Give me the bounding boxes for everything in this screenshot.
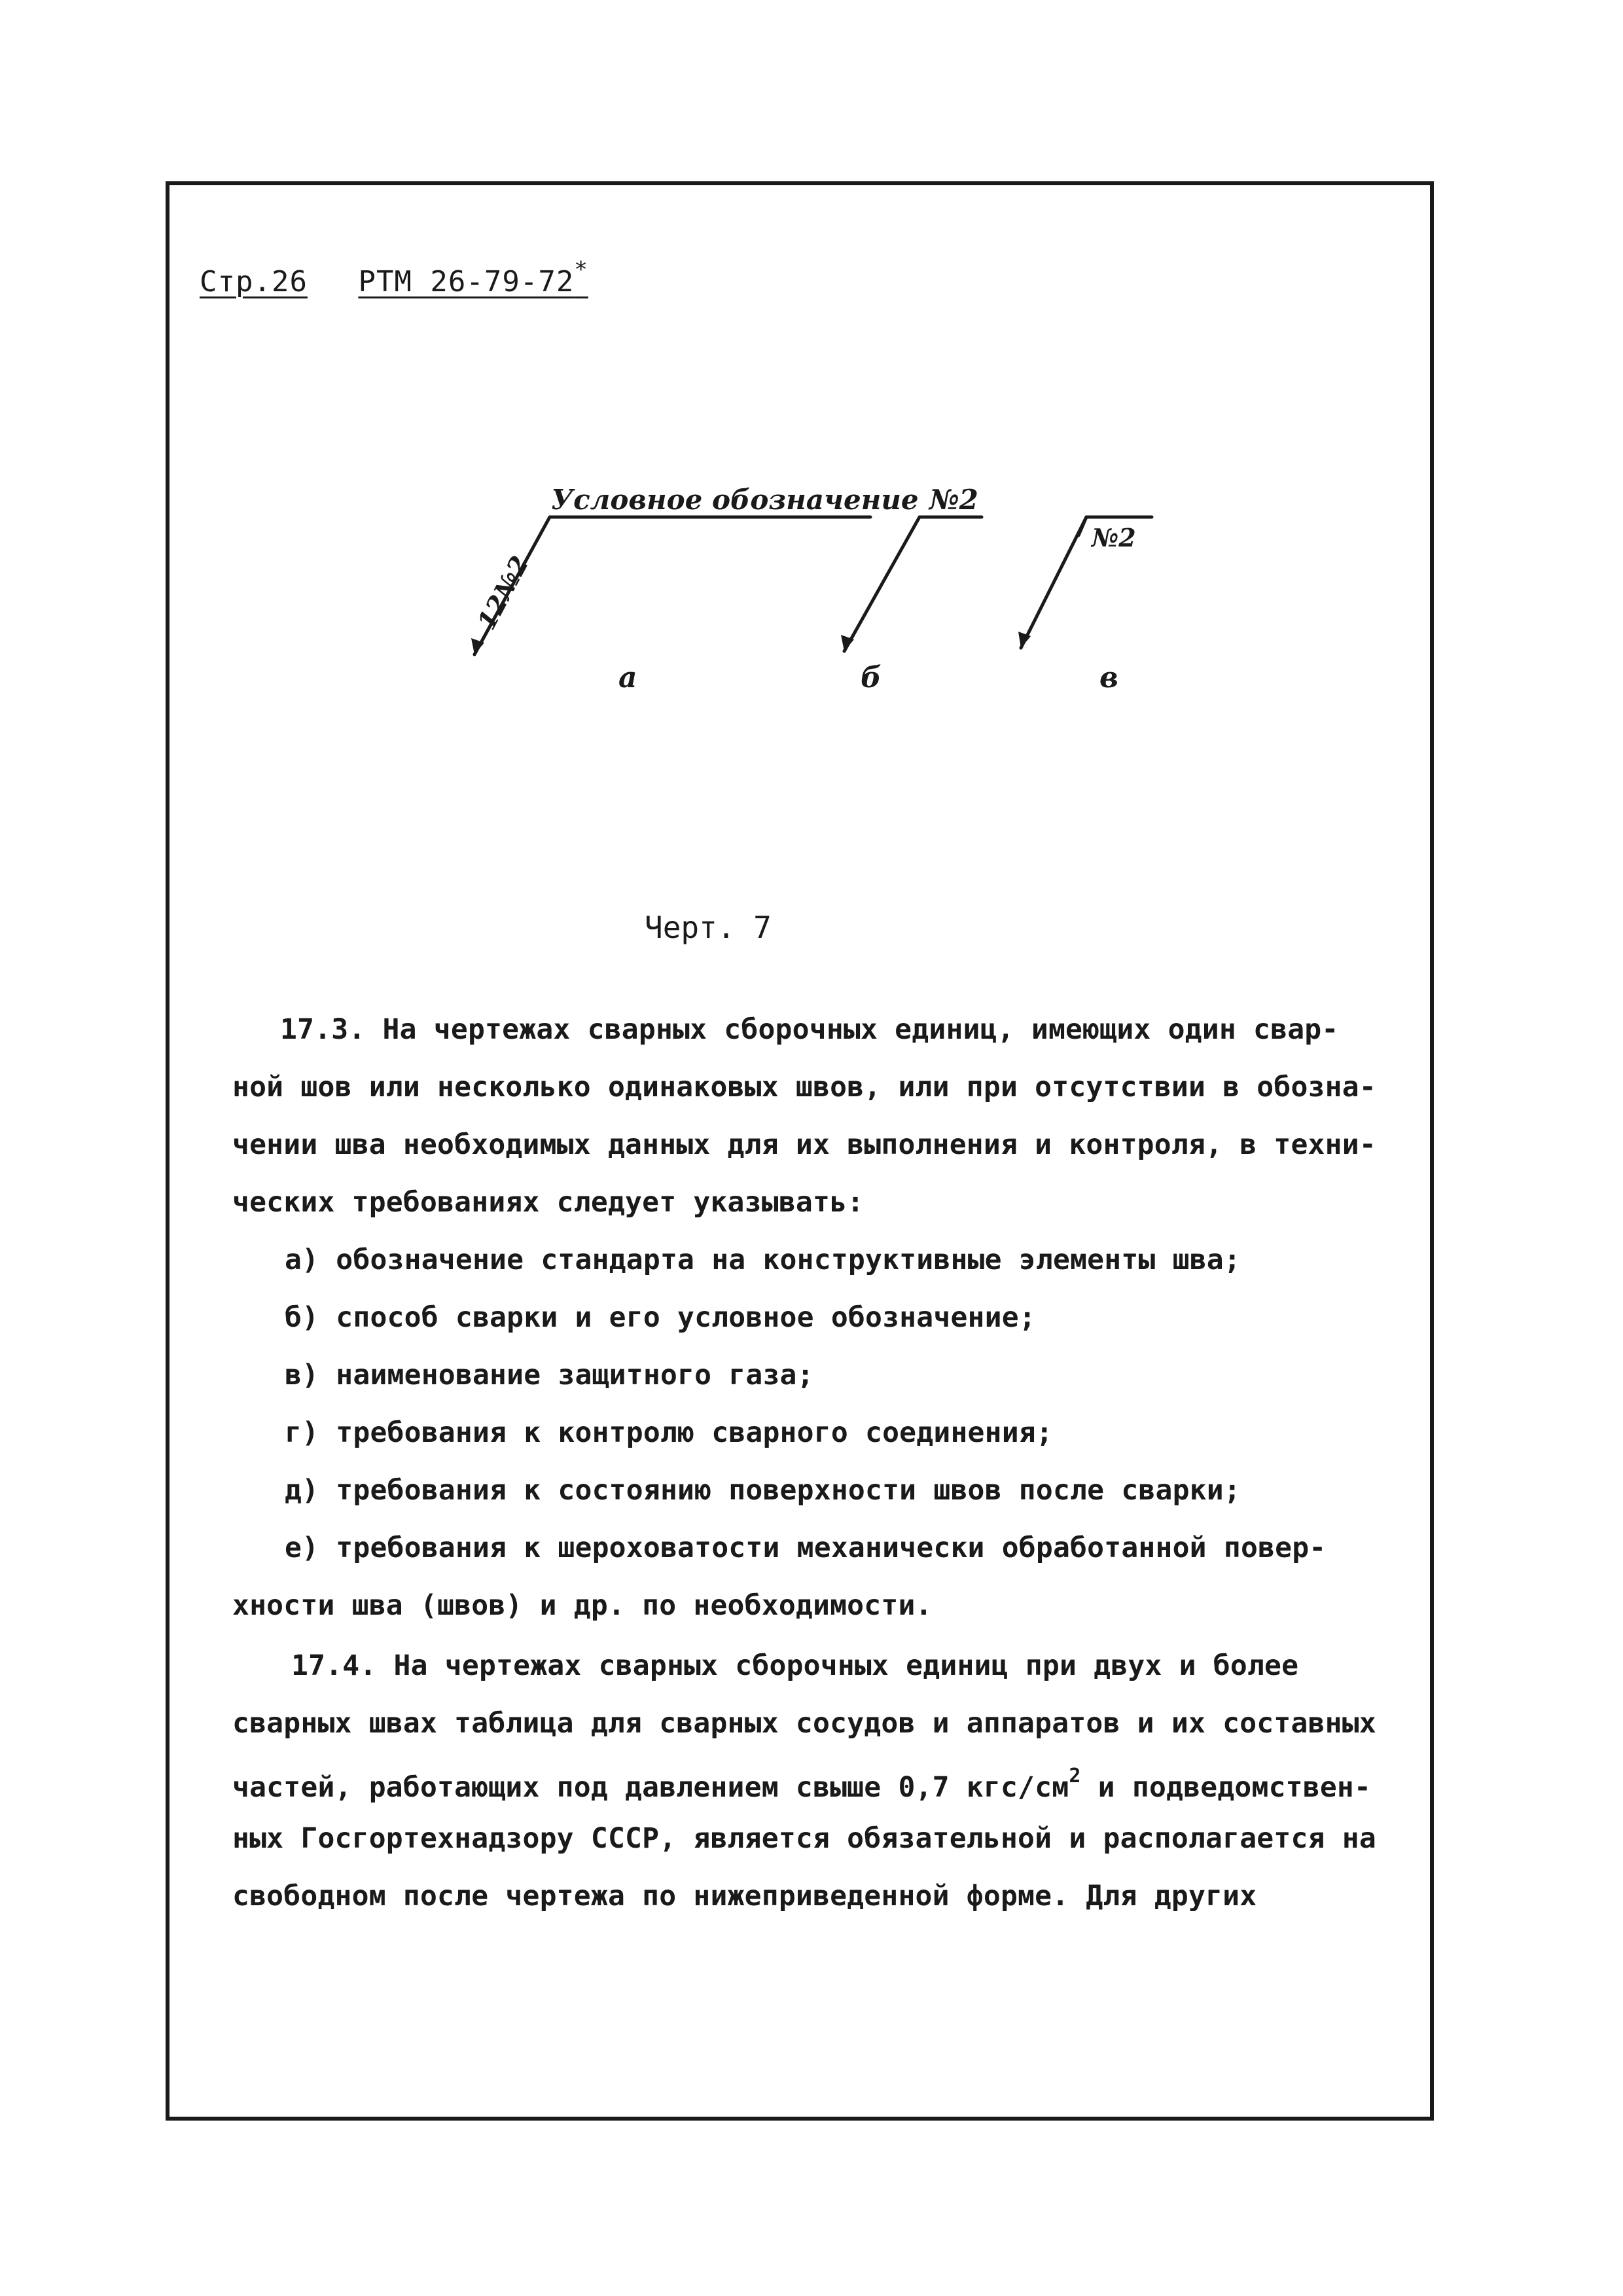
paragraph-17-4-line-5: свободном после чертежа по нижеприведенной форме. Для других (232, 1880, 1257, 1912)
variant-letter-b: б (861, 661, 882, 694)
pressure-text-tail: и подведомствен- (1080, 1771, 1372, 1804)
leader-line-v (1021, 517, 1086, 648)
paragraph-17-4-line-4: ных Госгортехнадзору СССР, является обязательной и располагается на (232, 1822, 1376, 1855)
number-label-b: №2 (929, 484, 978, 516)
number-label-v: №2 (1092, 523, 1136, 552)
page-number: Стр.26 (200, 265, 308, 298)
paragraph-17-4-line-3 (232, 1765, 1410, 1804)
pressure-text: частей, работающих под давлением свыше 0,7 кгс/см (232, 1771, 1069, 1804)
superscript-2: 2 (1069, 1765, 1081, 1787)
figure-caption: Черт. 7 (645, 910, 772, 945)
leader-tick-v (1079, 517, 1086, 535)
leader-line-b (844, 517, 919, 651)
list-item-v: в) наименование защитного газа; (285, 1359, 814, 1391)
paragraph-17-3-line-4: ческих требованиях следует указывать: (232, 1186, 865, 1219)
document-code-text: РТМ 26-79-72 (358, 265, 575, 298)
list-item-g: г) требования к контролю сварного соединения; (285, 1416, 1053, 1449)
paragraph-17-4-line-2: сварных швах таблица для сварных сосудов и аппаратов и их составных (232, 1707, 1376, 1740)
designation-label: Условное обозначение (551, 484, 919, 516)
revision-mark: * (574, 257, 588, 283)
list-item-e-line-2: хности шва (швов) и др. по необходимости. (232, 1589, 933, 1622)
paragraph-17-3-line-2: ной шов или несколько одинаковых швов, или при отсутствии в обозна- (232, 1071, 1376, 1103)
size-label-diagonal: 12№2 (471, 550, 535, 635)
list-item-d: д) требования к состоянию поверхности швов после сварки; (285, 1474, 1241, 1507)
list-item-b: б) способ сварки и его условное обозначение; (285, 1301, 1036, 1334)
list-item-e-line-1: е) требования к шероховатости механически обработанной повер- (285, 1532, 1327, 1564)
variant-letter-a: а (618, 661, 637, 694)
list-item-a: а) обозначение стандарта на конструктивные элементы шва; (285, 1244, 1241, 1276)
paragraph-17-4-line-1: 17.4. На чертежах сварных сборочных единиц при двух и более (291, 1649, 1299, 1682)
paragraph-17-3-line-1: 17.3. На чертежах сварных сборочных единиц, имеющих один свар- (280, 1013, 1339, 1046)
paragraph-17-3-line-3: чении шва необходимых данных для их выполнения и контроля, в техни- (232, 1128, 1376, 1161)
variant-letter-v: в (1099, 661, 1118, 694)
